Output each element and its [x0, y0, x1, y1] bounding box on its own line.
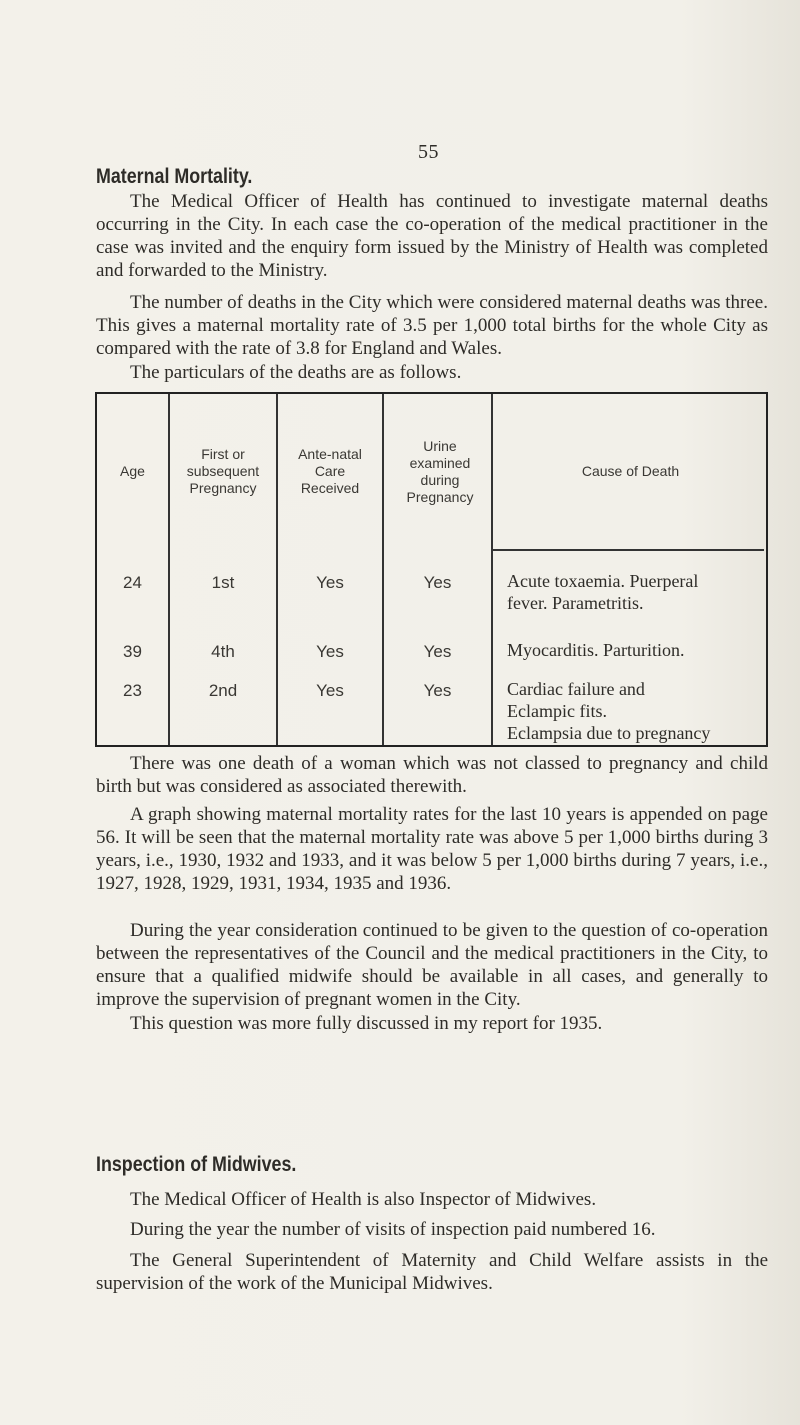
heading-maternal-mortality: Maternal Mortality.	[96, 165, 253, 188]
cause-line: fever. Parametritis.	[507, 593, 644, 613]
paragraph-report-reference: This question was more fully discussed in my report for 1935.	[130, 1013, 603, 1034]
column-header-cause: Cause of Death	[581, 463, 680, 479]
cell-antenatal: Yes	[316, 681, 344, 700]
heading-inspection-of-midwives: Inspection of Midwives.	[96, 1153, 297, 1176]
cell-pregnancy: 1st	[211, 573, 235, 592]
paragraph-inspector: The Medical Officer of Health is also Inspector of Midwives.	[130, 1189, 597, 1210]
cell-antenatal: Yes	[316, 642, 344, 661]
cell-antenatal: Yes	[316, 573, 344, 592]
cell-age: 39	[123, 642, 142, 661]
column-header-age: Age	[120, 463, 145, 479]
cell-urine: Yes	[423, 681, 452, 700]
cell-cause	[507, 639, 684, 661]
cell-urine: Yes	[423, 642, 452, 661]
paragraph-co-operation: During the year consideration continued to be given to the question of co-operation between the representatives of the Council and the medical practitioners in the City, to ensure that a qualified midwife should be available in all cases, and generally to improve the supervision of pregnant women in the City.	[96, 920, 768, 1010]
cell-pregnancy: 2nd	[208, 681, 238, 700]
cell-cause	[507, 678, 710, 744]
cell-age: 23	[123, 681, 142, 700]
paragraph-visits: During the year the number of visits of inspection paid numbered 16.	[130, 1219, 656, 1240]
paragraph-superintendent: The General Superintendent of Maternity and Child Welfare assists in the supervision of the work of the Municipal Midwives.	[96, 1250, 768, 1294]
cause-line: Acute toxaemia. Puerperal	[507, 571, 699, 591]
cause-line: Eclampsia due to pregnancy	[507, 723, 711, 743]
cell-cause	[507, 570, 698, 614]
paragraph-mortality-rate: The number of deaths in the City which were considered maternal deaths was three. This gives a maternal mortality rate of 3.5 per 1,000 total births for the whole City as compared with the rate of 3.8 for England and Wales.	[96, 292, 768, 359]
cell-urine: Yes	[423, 573, 452, 592]
column-header-urine: Urine examined during Pregnancy	[406, 437, 474, 505]
cause-line: Cardiac failure and	[507, 679, 645, 699]
paragraph-particulars-intro: The particulars of the deaths are as follows.	[130, 362, 462, 383]
page-number: 55	[418, 141, 439, 163]
cause-line: Eclampic fits.	[507, 701, 607, 721]
paragraph-investigation: The Medical Officer of Health has continued to investigate maternal deaths occurring in the City. In each case the co-operation of the medical practitioner in the case was invited and the enquiry form issued by the Ministry of Health was completed and forwarded to the Ministry.	[96, 191, 768, 281]
column-header-pregnancy: First or subsequent Pregnancy	[186, 446, 260, 496]
cell-age: 24	[123, 573, 142, 592]
cause-line: Myocarditis. Parturition.	[507, 640, 685, 660]
paragraph-graph-reference: A graph showing maternal mortality rates for the last 10 years is appended on page 56. It will be seen that the maternal mortality rate was above 5 per 1,000 births during 3 years, i.e., 1930, 1932 and 1933, and it was below 5 per 1,000 births during 7 years, i.e., 1927, 1928, 1929, 1931, 1934, 1935 and 1936.	[96, 804, 768, 894]
column-header-antenatal: Ante-natal Care Received	[298, 446, 362, 496]
paragraph-associated-death: There was one death of a woman which was not classed to pregnancy and child birth but was considered as associated therewith.	[96, 753, 768, 797]
deaths-table	[95, 392, 768, 747]
cell-pregnancy: 4th	[211, 642, 235, 661]
table-header-rule	[491, 549, 764, 551]
